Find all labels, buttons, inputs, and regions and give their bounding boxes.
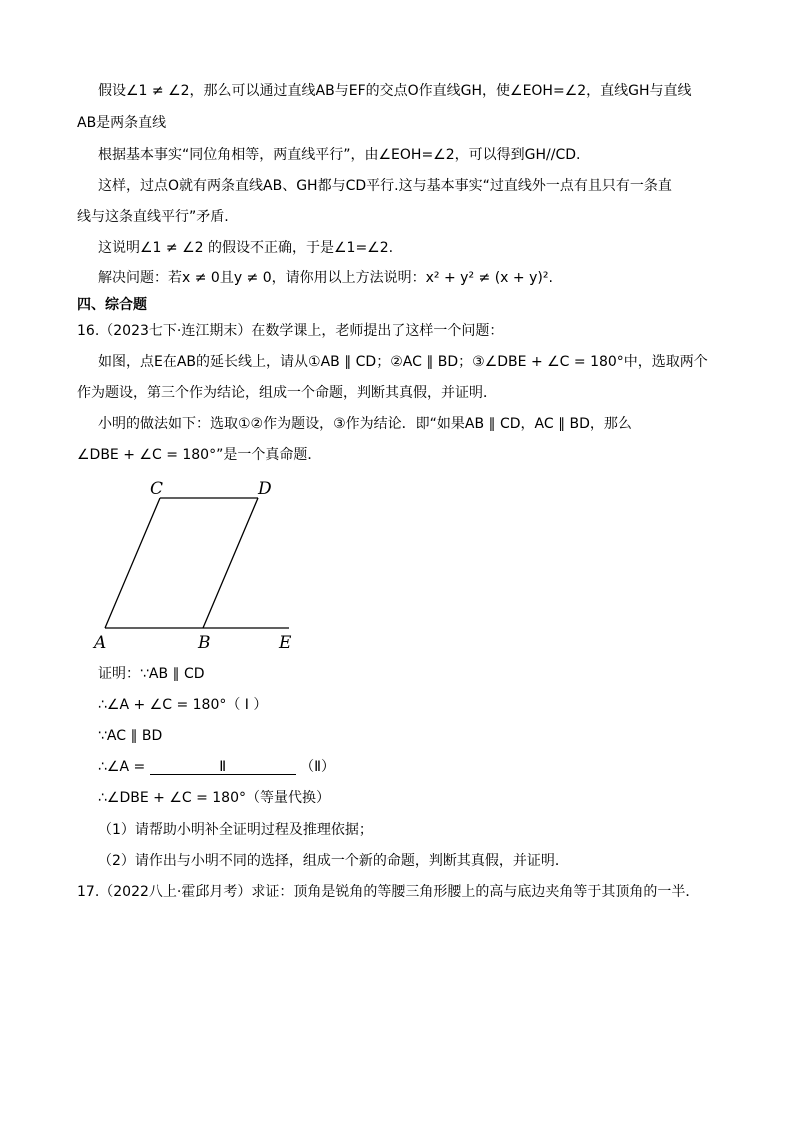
- text-line: 如图，点E在AB的延长线上，请从①AB ∥ CD；②AC ∥ BD；③∠DBE + ∠C = 180°中，选取两个: [98, 354, 708, 370]
- point-label-A: A: [94, 633, 107, 653]
- sub-question: （2）请作出与小明不同的选择，组成一个新的命题，判断其真假，并证明．: [98, 853, 569, 869]
- line-BD: [203, 498, 258, 628]
- line-AC: [105, 498, 160, 628]
- text-line: 假设∠1 ≠ ∠2，那么可以通过直线AB与EF的交点O作直线GH，使∠EOH=∠2，直线GH与直线: [98, 83, 692, 99]
- text-line: 根据基本事实“同位角相等，两直线平行”，由∠EOH=∠2，可以得到GH//CD.: [98, 147, 581, 163]
- text-line: AB是两条直线: [77, 115, 167, 131]
- proof-text: ∴∠A =: [98, 759, 146, 775]
- sub-question: （1）请帮助小明补全证明过程及推理依据；: [98, 822, 373, 838]
- point-label-C: C: [150, 479, 164, 499]
- text-line: 作为题设，第三个作为结论，组成一个命题，判断其真假，并证明．: [77, 385, 497, 401]
- text-line: 小明的做法如下：选取①②作为题设，③作为结论．即“如果AB ∥ CD，AC ∥ BD，那么: [98, 416, 632, 432]
- proof-line: [98, 757, 335, 777]
- text-line: 这说明∠1 ≠ ∠2 的假设不正确，于是∠1=∠2.: [98, 240, 394, 256]
- proof-line: 证明：∵AB ∥ CD: [98, 666, 205, 682]
- text-line: 这样，过点O就有两条直线AB、GH都与CD平行.这与基本事实“过直线外一点有且只有一条直: [98, 178, 672, 194]
- proof-line: ∵AC ∥ BD: [98, 728, 163, 744]
- geometry-figure: [86, 476, 300, 656]
- text-line: 线与这条直线平行”矛盾.: [77, 209, 229, 225]
- question-16-heading: 16.（2023七下·连江期末）在数学课上，老师提出了这样一个问题：: [77, 323, 504, 339]
- proof-line: ∴∠DBE + ∠C = 180°（等量代换）: [98, 790, 330, 806]
- section-heading: 四、综合题: [77, 297, 147, 313]
- proof-reason: （Ⅱ）: [300, 759, 336, 775]
- point-label-E: E: [279, 633, 292, 653]
- point-label-B: B: [198, 633, 211, 653]
- text-line: 解决问题：若x ≠ 0且y ≠ 0，请你用以上方法说明：x² + y² ≠ (x + y)².: [98, 270, 553, 286]
- point-label-D: D: [258, 479, 272, 499]
- answer-blank: [150, 757, 296, 775]
- text-line: ∠DBE + ∠C = 180°”是一个真命题．: [77, 447, 322, 463]
- blank-label: Ⅱ: [219, 759, 227, 775]
- proof-line: ∴∠A + ∠C = 180°（ Ⅰ ）: [98, 697, 268, 713]
- question-17: 17.（2022八上·霍邱月考）求证：顶角是锐角的等腰三角形腰上的高与底边夹角等于其顶角的一半．: [77, 884, 700, 900]
